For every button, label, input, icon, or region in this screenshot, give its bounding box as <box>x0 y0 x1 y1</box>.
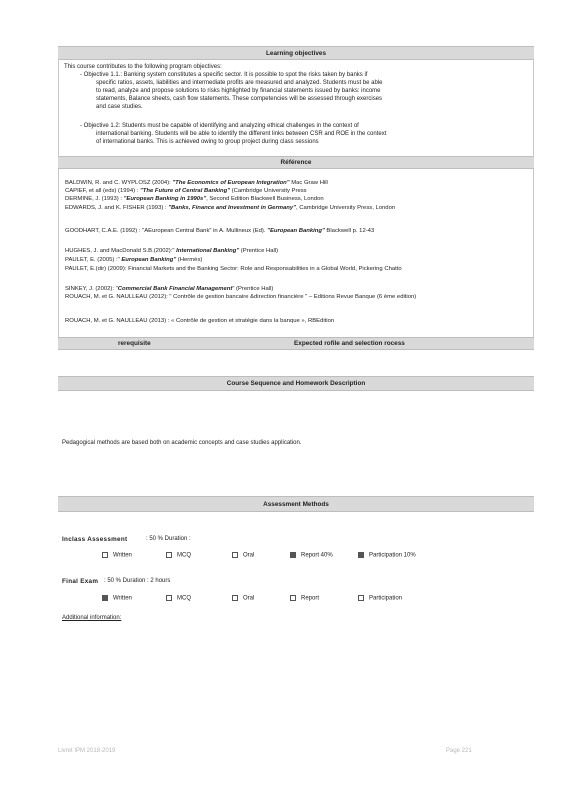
reference-title-emphasis: "Banks, Finance and Investment in Germany" <box>168 205 296 211</box>
reference-item <box>65 196 525 203</box>
reference-text-tail: , Second Edition Blackwell Business, London <box>206 196 324 202</box>
assessment-methods-title: Assessment Methods <box>263 501 329 508</box>
learning-intro: This course contributes to the following program objectives: <box>64 64 222 70</box>
checkbox-icon <box>290 595 296 601</box>
checkbox-icon <box>166 595 172 601</box>
reference-text: PAULET, E.(dir) (2009): Financial Markets and the Banking Sector: Role and Responsabilities in a Global World, Pickering Chatto <box>65 266 402 272</box>
assessment-methods-header <box>58 496 534 512</box>
reference-text: ROUACH, M. et G. NAULLEAU (2013) : « Contrôle de gestion et stratégie dans la banque », RBEdition <box>65 318 335 324</box>
inclass-option-written[interactable]: Written <box>102 552 132 559</box>
checkbox-icon <box>102 552 108 558</box>
checkbox-icon <box>232 552 238 558</box>
course-sequence-title: Course Sequence and Homework Description <box>226 380 366 387</box>
reference-item <box>65 228 525 235</box>
reference-title: Référence <box>280 159 312 166</box>
reference-title-emphasis: International Banking" <box>176 248 240 254</box>
reference-text: GOODHART, C.A.E. (1992) : "AEuropean Central Bank" in A. Mullineux (Ed). <box>65 228 268 234</box>
final-option-mcq[interactable]: MCQ <box>166 595 191 602</box>
reference-item <box>65 318 525 325</box>
reference-item <box>65 294 525 301</box>
reference-text: PAULET, E. (2005) :" <box>65 257 122 263</box>
reference-item <box>65 286 525 293</box>
reference-item <box>65 180 525 187</box>
footer-left: Livret IPM 2018-2019 <box>58 748 116 754</box>
final-option-participation[interactable]: Participation <box>358 595 402 602</box>
reference-text-tail: " (Prentice Hall) <box>232 286 274 292</box>
objective-1-line-5: and case studies. <box>96 104 143 110</box>
reference-text: ROUACH, M. et G. NAULLEAU (2012): " Contrôle de gestion bancaire &direction financière " – Editions Revue Banque (6 ème edition) <box>65 294 417 300</box>
inclass-assessment-label: Inclass Assessment <box>62 536 128 543</box>
final-option-written[interactable]: Written <box>102 595 132 602</box>
reference-item <box>65 205 525 212</box>
inclass-option-participation[interactable]: Participation 10% <box>358 552 416 559</box>
reference-text-tail: (Hermès) <box>176 257 203 263</box>
prerequisite-header <box>58 337 534 350</box>
final-exam-label: Final Exam <box>62 578 99 585</box>
footer-page-number: Page 221 <box>446 748 472 754</box>
reference-text-tail: Blackwell p. 12-43 <box>324 228 375 234</box>
inclass-assessment-detail: : 50 % Duration : <box>146 536 191 542</box>
reference-text: HUGHES, J. and MacDonald S.B.(2002):" <box>65 248 177 254</box>
reference-text: EDWARDS, J. and K. FISHER (1993) : <box>65 205 169 211</box>
reference-header <box>58 156 534 169</box>
objective-1-line-3: to read, analyze and propose solutions to risks highlighted by financial statements issued by banks: income <box>96 88 381 94</box>
reference-text: SINKEY, J. (2002): " <box>65 286 118 292</box>
reference-title-emphasis: "The Economics of European Integration" <box>172 180 290 186</box>
reference-title-emphasis: "The Future of Central Banking" <box>139 188 231 194</box>
checked-checkbox-icon <box>102 595 108 601</box>
reference-item <box>65 248 525 255</box>
reference-text-tail: (Cambridge University Press <box>230 188 307 194</box>
reference-title-emphasis: European Banking" <box>121 257 177 263</box>
inclass-option-oral[interactable]: Oral <box>232 552 254 559</box>
objective-2-line-3: of international banks. This is achieved owing to group project during class sessions <box>96 139 319 145</box>
reference-text: CAPIEF, et all (eds) (1994) : <box>65 188 140 194</box>
checkbox-icon <box>166 552 172 558</box>
inclass-option-mcq[interactable]: MCQ <box>166 552 191 559</box>
course-sequence-text: Pedagogical methods are based both on academic concepts and case studies application. <box>62 440 302 446</box>
checkbox-icon <box>232 595 238 601</box>
course-sequence-header <box>58 376 534 391</box>
inclass-option-report[interactable]: Report 40% <box>290 552 333 559</box>
additional-information-label: Additional information: <box>62 615 122 621</box>
reference-item <box>65 266 525 273</box>
reference-item <box>65 188 525 195</box>
reference-text: DERMINE, J. (1993) : <box>65 196 124 202</box>
final-exam-detail: : 50 % Duration : 2 hours <box>104 578 171 584</box>
objective-1-line-2: specific ratios, assets, liabilities and intermediate profits are measured and analyzed. Students must be able <box>96 80 383 86</box>
final-option-report[interactable]: Report <box>290 595 319 602</box>
prerequisite-label: rerequisite <box>118 340 151 347</box>
checkbox-icon <box>358 595 364 601</box>
objective-1-line-1: - Objective 1.1.: Banking system constitutes a specific sector. It is possible to spot the risks taken by banks if <box>80 72 368 78</box>
reference-title-emphasis: "European Banking in 1990s" <box>123 196 207 202</box>
objective-2-line-1: - Objective 1.2: Students must be capable of identifying and analyzing ethical challenges in the context of <box>80 123 359 129</box>
reference-item <box>65 257 525 264</box>
objective-1-line-4: statements, Balance sheets, cash flow statements. These competencies will be assessed through exercises <box>96 96 383 102</box>
objective-2-line-2: international banking. Students will be able to identify the different links between CSR and ROE in the context <box>96 131 387 137</box>
learning-objectives-header <box>58 46 534 60</box>
learning-objectives-title: Learning objectives <box>265 50 327 57</box>
reference-title-emphasis: Commercial Bank Financial Management <box>117 286 233 292</box>
reference-title-emphasis: "European Banking" <box>267 228 325 234</box>
final-option-oral[interactable]: Oral <box>232 595 254 602</box>
checked-checkbox-icon <box>290 552 296 558</box>
reference-text-tail: , Cambridge University Press, London <box>295 205 396 211</box>
reference-text: BALDWIN, R. and C. WYPLOSZ (2004): <box>65 180 173 186</box>
reference-text-tail: Mac Graw Hill <box>289 180 328 186</box>
expected-profile-label: Expected rofile and selection rocess <box>294 340 405 347</box>
checked-checkbox-icon <box>358 552 364 558</box>
reference-text-tail: (Prentice Hall) <box>239 248 279 254</box>
